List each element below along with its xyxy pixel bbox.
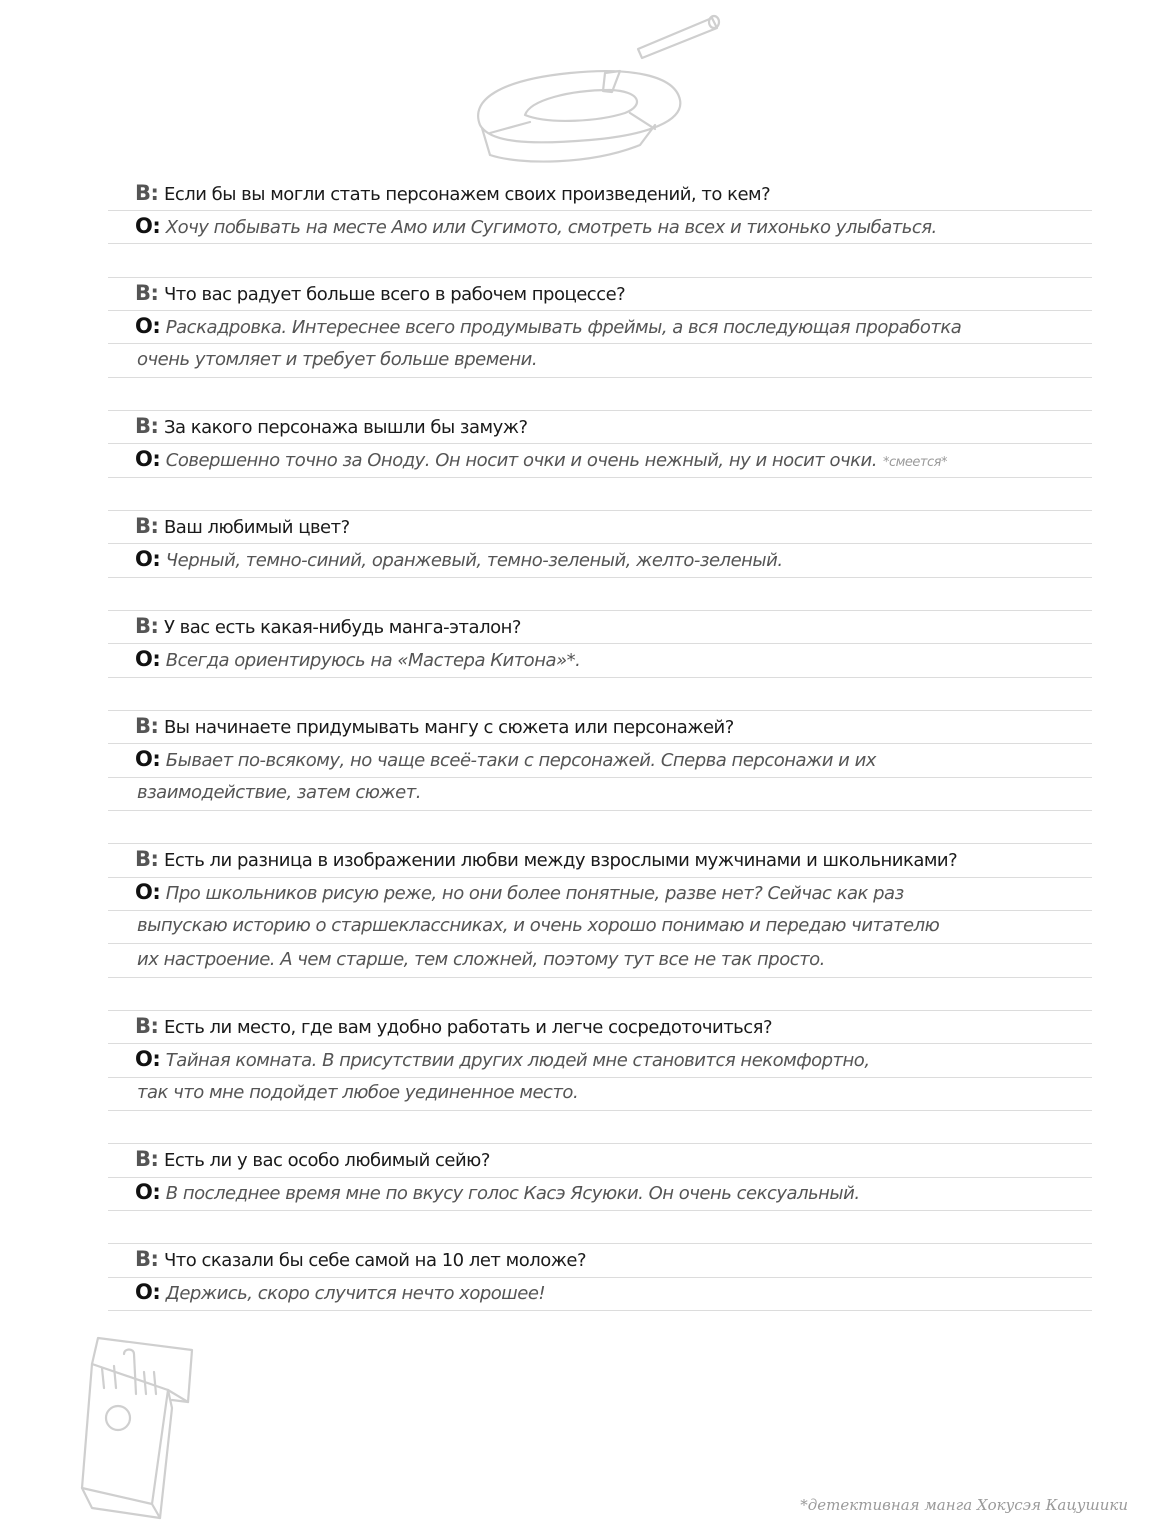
question-text: У вас есть какая-нибудь манга-эталон? bbox=[163, 617, 521, 638]
answer-text: Хочу побывать на месте Амо или Сугимото, смотреть на всех и тихонько улыбаться. bbox=[165, 217, 937, 238]
answer-row bbox=[135, 743, 1095, 776]
ruled-line bbox=[108, 377, 1092, 378]
footnote: *детективная манга Хокусэя Кацушики bbox=[800, 1496, 1128, 1514]
answer-row bbox=[135, 643, 1095, 676]
question-row bbox=[135, 610, 1095, 643]
answer-row bbox=[135, 1276, 1095, 1309]
answer-text: В последнее время мне по вкусу голос Касэ Ясуюки. Он очень сексуальный. bbox=[165, 1183, 860, 1204]
answer-row-continued bbox=[137, 943, 1097, 976]
answer-row bbox=[135, 543, 1095, 576]
ruled-line bbox=[108, 677, 1092, 678]
answer-text: так что мне подойдет любое уединенное место. bbox=[137, 1082, 579, 1103]
question-prefix: В: bbox=[135, 181, 159, 205]
laughs-aside: *смеется* bbox=[882, 455, 947, 470]
answer-text: очень утомляет и требует больше времени. bbox=[137, 349, 538, 370]
answer-text: Держись, скоро случится нечто хорошее! bbox=[165, 1283, 546, 1304]
answer-prefix: О: bbox=[135, 1280, 161, 1304]
question-row bbox=[135, 843, 1095, 876]
answer-text: Раскадровка. Интереснее всего продумывать фреймы, а вся последующая проработка bbox=[165, 317, 962, 338]
answer-text: взаимодействие, затем сюжет. bbox=[137, 782, 421, 803]
answer-text: Тайная комната. В присутствии других людей мне становится некомфортно, bbox=[165, 1050, 870, 1071]
question-text: Есть ли место, где вам удобно работать и легче сосредоточиться? bbox=[163, 1017, 773, 1038]
ruled-line bbox=[108, 1110, 1092, 1111]
question-text: Есть ли разница в изображении любви между взрослыми мужчинами и школьниками? bbox=[163, 850, 958, 871]
answer-prefix: О: bbox=[135, 1180, 161, 1204]
question-prefix: В: bbox=[135, 847, 159, 871]
question-text: За какого персонажа вышли бы замуж? bbox=[163, 417, 528, 438]
question-text: Что сказали бы себе самой на 10 лет моложе? bbox=[163, 1250, 587, 1271]
answer-row-continued bbox=[137, 343, 1097, 376]
question-text: Что вас радует больше всего в рабочем процессе? bbox=[163, 284, 626, 305]
question-text: Есть ли у вас особо любимый сейю? bbox=[163, 1150, 490, 1171]
answer-text: Всегда ориентируюсь на «Мастера Китона»*. bbox=[165, 650, 581, 671]
question-prefix: В: bbox=[135, 714, 159, 738]
answer-text: Бывает по-всякому, но чаще всеё-таки с персонажей. Сперва персонажи и их bbox=[165, 750, 876, 771]
question-row bbox=[135, 710, 1095, 743]
ruled-line bbox=[108, 810, 1092, 811]
answer-row bbox=[135, 1043, 1095, 1076]
ruled-line bbox=[108, 1210, 1092, 1211]
answer-text: Совершенно точно за Оноду. Он носит очки и очень нежный, ну и носит очки. bbox=[165, 450, 877, 471]
question-text: Если бы вы могли стать персонажем своих произведений, то кем? bbox=[163, 184, 771, 205]
answer-row bbox=[135, 443, 1095, 476]
answer-row-continued bbox=[137, 909, 1097, 942]
answer-text: их настроение. А чем старше, тем сложней, поэтому тут все не так просто. bbox=[137, 949, 825, 970]
answer-prefix: О: bbox=[135, 547, 161, 571]
question-row bbox=[135, 277, 1095, 310]
answer-prefix: О: bbox=[135, 214, 161, 238]
answer-prefix: О: bbox=[135, 314, 161, 338]
answer-prefix: О: bbox=[135, 447, 161, 471]
answer-prefix: О: bbox=[135, 1047, 161, 1071]
ruled-line bbox=[108, 1310, 1092, 1311]
question-row bbox=[135, 1010, 1095, 1043]
ruled-line bbox=[108, 977, 1092, 978]
cigarette-pack-icon bbox=[72, 1328, 212, 1528]
ruled-line bbox=[108, 577, 1092, 578]
question-prefix: В: bbox=[135, 514, 159, 538]
ashtray-icon bbox=[460, 5, 730, 175]
question-prefix: В: bbox=[135, 281, 159, 305]
question-prefix: В: bbox=[135, 1247, 159, 1271]
question-prefix: В: bbox=[135, 1014, 159, 1038]
answer-text: Про школьников рисую реже, но они более понятные, разве нет? Сейчас как раз bbox=[165, 883, 904, 904]
ruled-line bbox=[108, 477, 1092, 478]
answer-prefix: О: bbox=[135, 647, 161, 671]
question-row bbox=[135, 510, 1095, 543]
question-row bbox=[135, 410, 1095, 443]
question-text: Ваш любимый цвет? bbox=[163, 517, 350, 538]
question-row bbox=[135, 1143, 1095, 1176]
answer-prefix: О: bbox=[135, 747, 161, 771]
question-prefix: В: bbox=[135, 1147, 159, 1171]
answer-prefix: О: bbox=[135, 880, 161, 904]
answer-row bbox=[135, 210, 1095, 243]
answer-text: Черный, темно-синий, оранжевый, темно-зеленый, желто-зеленый. bbox=[165, 550, 783, 571]
answer-row bbox=[135, 310, 1095, 343]
answer-row bbox=[135, 876, 1095, 909]
answer-text: выпускаю историю о старшеклассниках, и очень хорошо понимаю и передаю читателю bbox=[137, 915, 940, 936]
question-text: Вы начинаете придумывать мангу с сюжета или персонажей? bbox=[163, 717, 734, 738]
cigarette-icon bbox=[638, 16, 719, 58]
answer-row-continued bbox=[137, 1076, 1097, 1109]
question-row bbox=[135, 1243, 1095, 1276]
ruled-line bbox=[108, 243, 1092, 244]
question-prefix: В: bbox=[135, 614, 159, 638]
question-prefix: В: bbox=[135, 414, 159, 438]
answer-row bbox=[135, 1176, 1095, 1209]
question-row bbox=[135, 177, 1095, 210]
answer-row-continued bbox=[137, 776, 1097, 809]
